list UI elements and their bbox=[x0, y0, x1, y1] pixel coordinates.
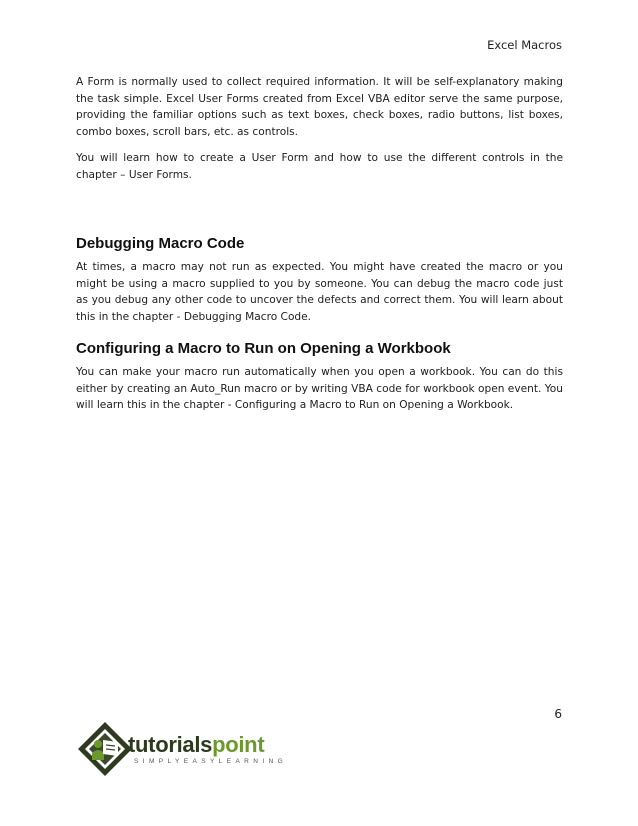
intro-paragraph-1: A Form is normally used to collect required information. It will be self-explanatory making the task simple. Excel User Forms created from Excel VBA editor serve the same purpose, providing the familiar options such as text boxes, check boxes, radio buttons, list boxes, combo boxes, scroll bars, etc. as controls. bbox=[76, 76, 563, 138]
page-content bbox=[76, 74, 563, 424]
logo-wordmark bbox=[128, 732, 264, 758]
logo-diamond-icon bbox=[76, 720, 134, 778]
tutorialspoint-logo bbox=[76, 720, 288, 780]
section-heading-debugging: Debugging Macro Code bbox=[76, 235, 245, 252]
section-heading-configuring: Configuring a Macro to Run on Opening a Workbook bbox=[76, 340, 451, 357]
configuring-paragraph: You can make your macro run automatically when you open a workbook. You can do this either by creating an Auto_Run macro or by writing VBA code for workbook open event. You will learn this in the chapter - Configuring a Macro to Run on Opening a Workbook. bbox=[76, 366, 563, 411]
logo-word-accent: point bbox=[212, 732, 265, 757]
logo-tagline: SIMPLYEASYLEARNING bbox=[134, 758, 288, 765]
page-number: 6 bbox=[554, 707, 562, 721]
running-header: Excel Macros bbox=[487, 38, 562, 52]
intro-paragraph-2: You will learn how to create a User Form and how to use the different controls in the chapter – User Forms. bbox=[76, 152, 563, 181]
logo-word-main: tutorials bbox=[128, 732, 213, 757]
debugging-paragraph: At times, a macro may not run as expected. You might have created the macro or you might be using a macro supplied to you by someone. You can debug the macro code just as you debug any other code to uncover the defects and correct them. You will learn about this in the chapter - Debugging Macro Code. bbox=[76, 261, 563, 323]
